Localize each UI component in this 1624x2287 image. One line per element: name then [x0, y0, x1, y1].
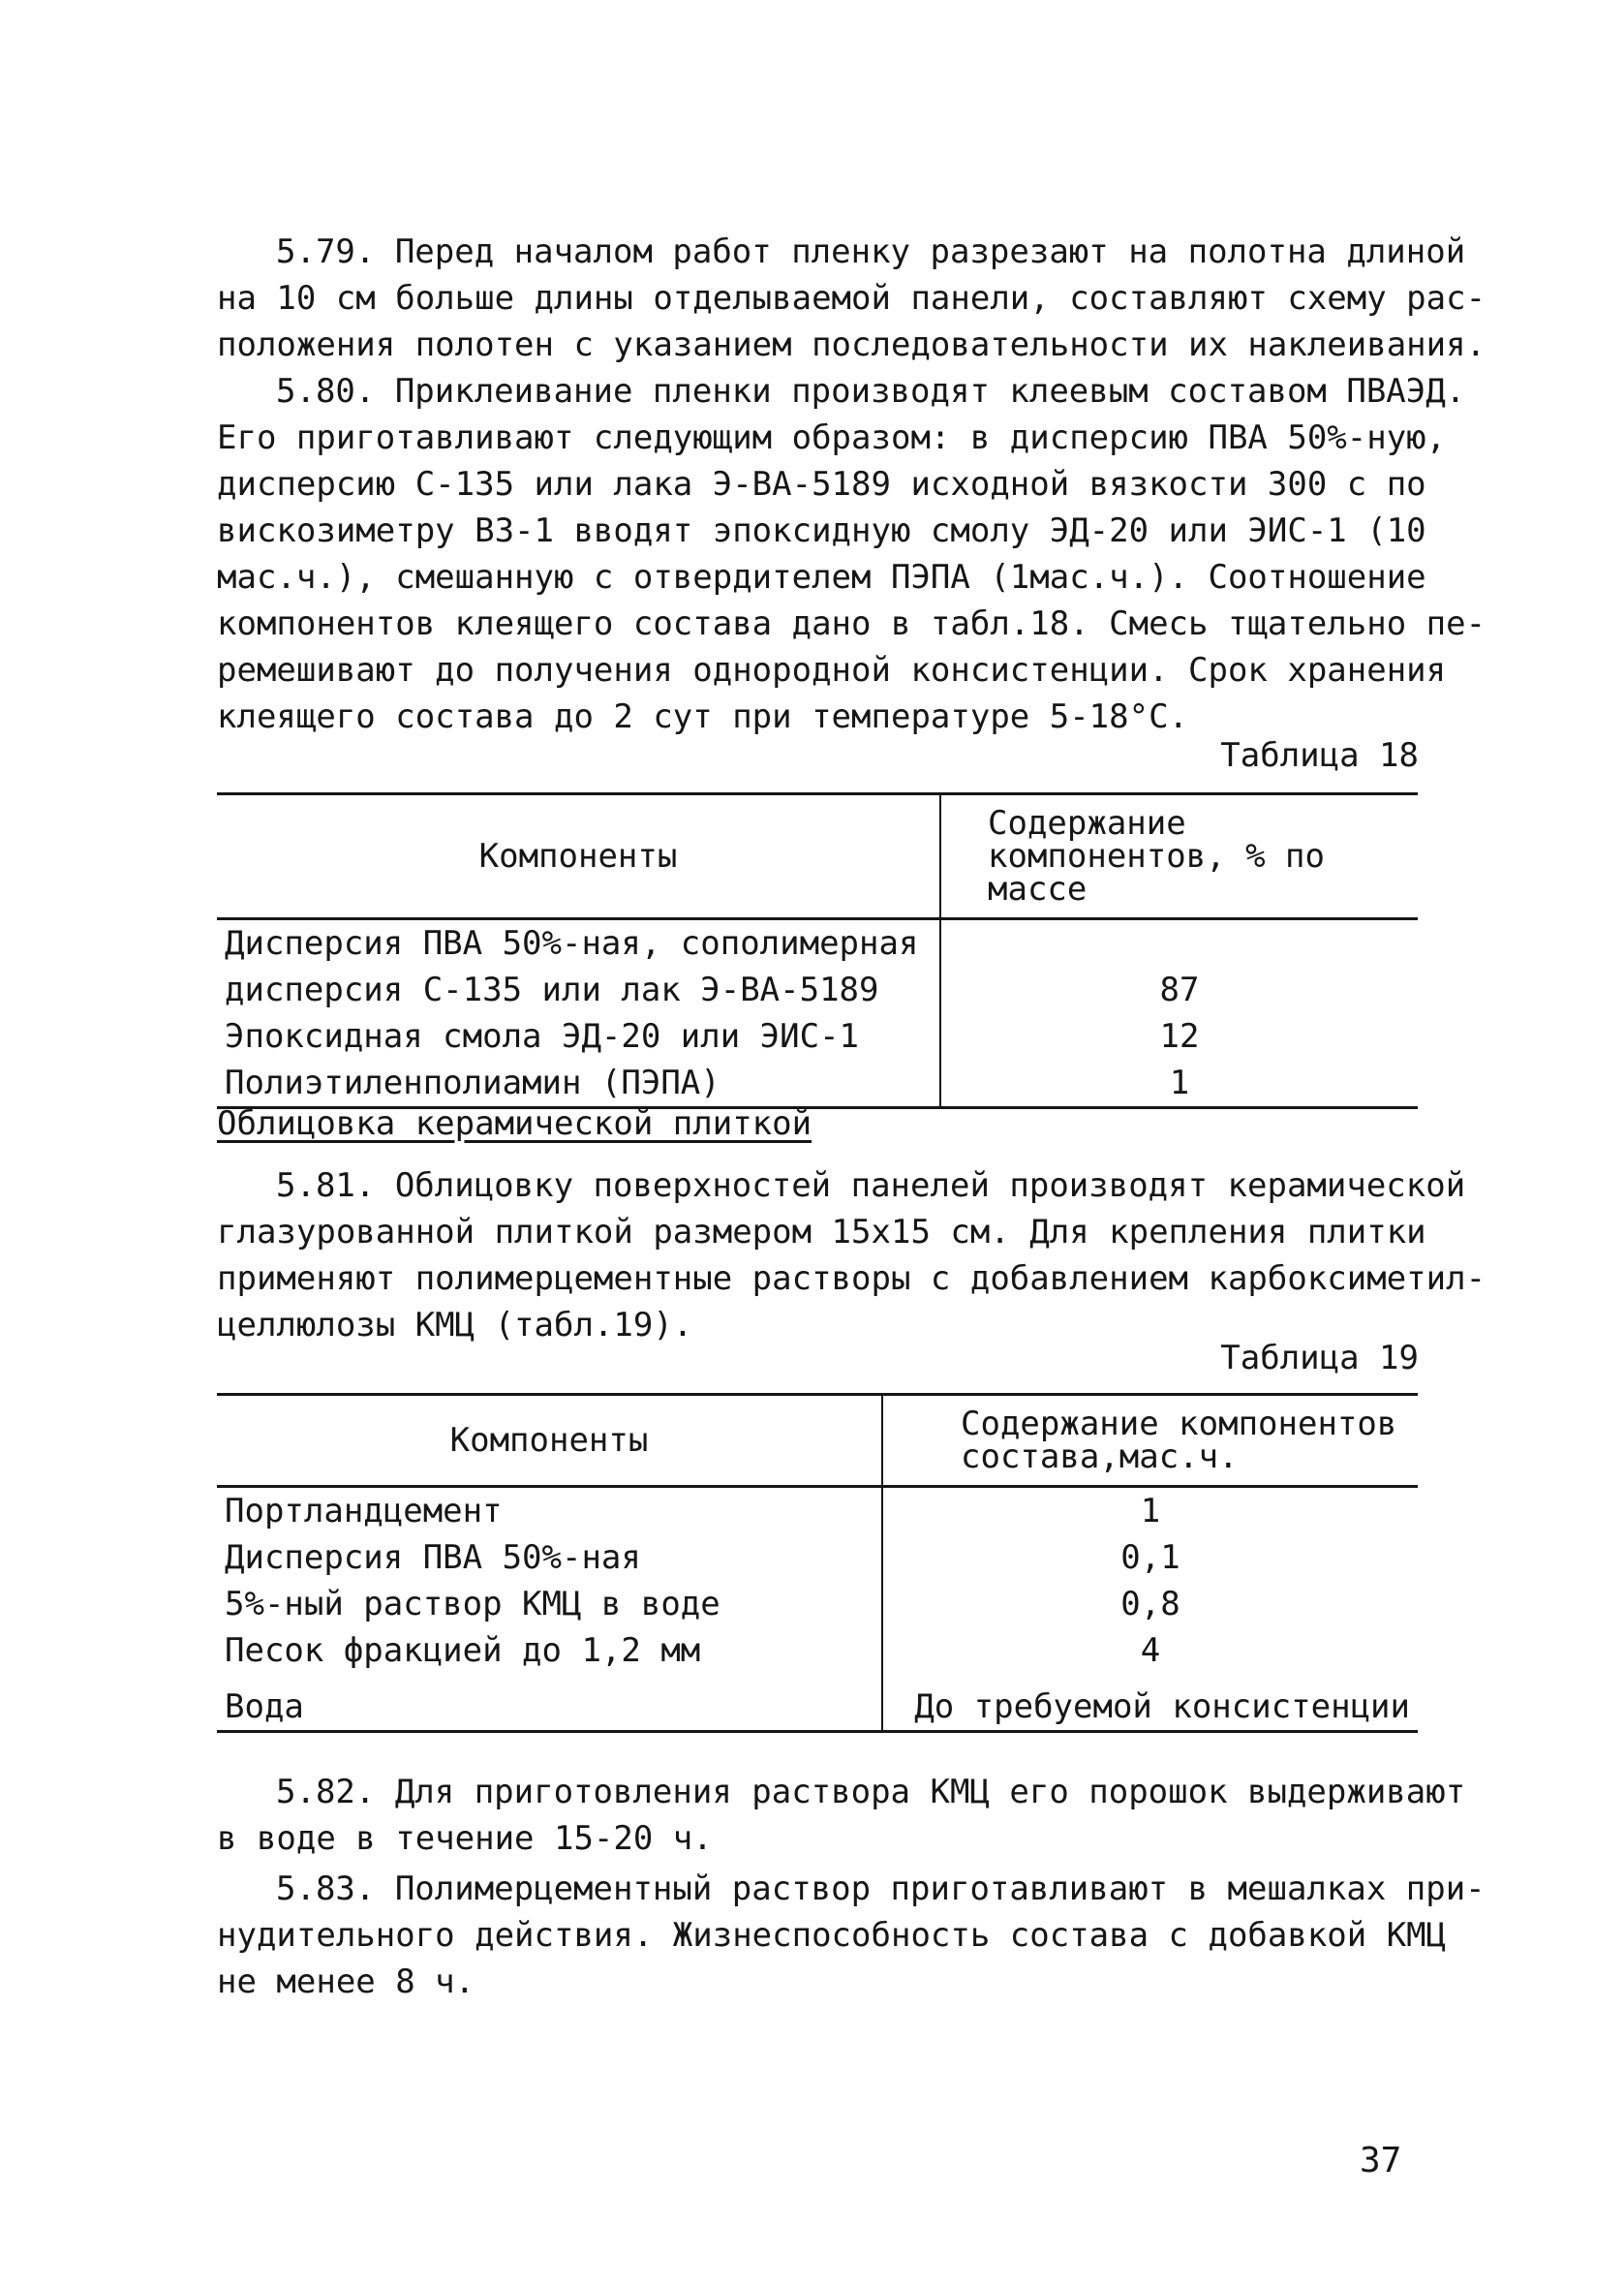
- paragraph-5-81: [217, 1162, 1486, 1348]
- table-cell: Полиэтиленполиамин (ПЭПА): [217, 1060, 940, 1108]
- table-cell: Портландцемент: [217, 1487, 882, 1535]
- table-cell: Вода: [217, 1674, 882, 1732]
- text-line: клеящего состава до 2 сут при температуре 5-18°С.: [217, 697, 1189, 736]
- table-row: [217, 919, 1418, 968]
- table-row: [217, 967, 1418, 1013]
- table-row: [217, 1627, 1418, 1674]
- text-line: в воде в течение 15-20 ч.: [217, 1819, 713, 1858]
- table-cell: 87: [1159, 971, 1200, 1009]
- text-line: 5.79. Перед началом работ пленку разрезают на полотна длиной: [276, 232, 1466, 271]
- table-cell: 12: [1159, 1017, 1200, 1056]
- paragraph-5-79: [217, 229, 1486, 368]
- text-line: не менее 8 ч.: [217, 1962, 475, 2001]
- text-line: Его приготавливают следующим образом: в дисперсию ПВА 50%-ную,: [217, 418, 1447, 457]
- table-18-caption: Таблица 18: [1220, 736, 1419, 775]
- text-line: дисперсию С-135 или лака Э-ВА-5189 исходной вязкости 300 с по: [217, 465, 1426, 504]
- table-cell: [940, 919, 1418, 968]
- text-line: компонентов клеящего состава дано в табл.18. Смесь тщательно пе-: [217, 604, 1486, 643]
- page-number: 37: [1360, 2141, 1402, 2180]
- table-row: [217, 1013, 1418, 1060]
- text-line: 5.80. Приклеивание пленки производят клеевым составом ПВАЭД.: [276, 372, 1466, 411]
- paragraph-group-bottom: [217, 1769, 1486, 2005]
- table-cell: До требуемой консистенции: [914, 1687, 1410, 1726]
- table-row: [217, 1487, 1418, 1535]
- table-cell: дисперсия С-135 или лак Э-ВА-5189: [217, 967, 940, 1013]
- table-cell: 1: [1140, 1492, 1161, 1530]
- table-cell: Песок фракцией до 1,2 мм: [217, 1627, 882, 1674]
- column-header-content: Содержание компонентов состава,мас.ч.: [961, 1405, 1397, 1476]
- column-header-content: Содержание компонентов, % по массе: [988, 804, 1325, 909]
- text-line: целлюлозы КМЦ (табл.19).: [217, 1306, 693, 1344]
- table-cell: 0,8: [1120, 1585, 1180, 1623]
- table-header-row: [217, 794, 1418, 919]
- table-19-caption: Таблица 19: [1220, 1339, 1419, 1377]
- table-cell: Эпоксидная смола ЭД-20 или ЭИС-1: [217, 1013, 940, 1060]
- text-line: глазурованной плиткой размером 15x15 см. Для крепления плитки: [217, 1213, 1426, 1252]
- table-cell: Дисперсия ПВА 50%-ная: [217, 1534, 882, 1581]
- paragraph-group-top: [217, 229, 1486, 740]
- paragraph-5-80: [217, 368, 1486, 740]
- column-header-components: Компоненты: [217, 1395, 882, 1487]
- text-line: 5.81. Облицовку поверхностей панелей производят керамической: [276, 1166, 1466, 1205]
- text-line: вискозиметру ВЗ-1 вводят эпоксидную смолу ЭД-20 или ЭИС-1 (10: [217, 511, 1426, 550]
- section-heading: Облицовка керамической плиткой: [217, 1104, 812, 1143]
- table-cell: 5%-ный раствор КМЦ в воде: [217, 1581, 882, 1627]
- table-row: [217, 1060, 1418, 1108]
- table-18: [217, 792, 1418, 1109]
- text-line: нудительного действия. Жизнеспособность состава с добавкой КМЦ: [217, 1916, 1447, 1955]
- table-row: [217, 1581, 1418, 1627]
- table-header-row: [217, 1395, 1418, 1487]
- text-line: на 10 см больше длины отделываемой панели, составляют схему рас-: [217, 279, 1486, 318]
- text-line: 5.82. Для приготовления раствора КМЦ его порошок выдерживают: [276, 1773, 1466, 1811]
- table-cell: Дисперсия ПВА 50%-ная, сополимерная: [217, 919, 940, 968]
- paragraph-group-middle: [217, 1162, 1486, 1348]
- table-row: [217, 1534, 1418, 1581]
- table-19: [217, 1393, 1418, 1733]
- table-cell: 1: [1169, 1064, 1190, 1102]
- text-line: мас.ч.), смешанную с отвердителем ПЭПА (1мас.ч.). Соотношение: [217, 558, 1426, 597]
- paragraph-5-82: [217, 1769, 1466, 1862]
- text-line: положения полотен с указанием последовательности их наклеивания.: [217, 325, 1486, 364]
- paragraph-5-83: [217, 1866, 1486, 2005]
- column-header-components: Компоненты: [217, 794, 940, 919]
- table-row: [217, 1674, 1418, 1732]
- text-line: 5.83. Полимерцементный раствор приготавливают в мешалках при-: [276, 1870, 1486, 1908]
- table-cell: 0,1: [1120, 1538, 1180, 1577]
- text-line: ремешивают до получения однородной консистенции. Срок хранения: [217, 651, 1447, 690]
- table-cell: 4: [1140, 1631, 1161, 1670]
- text-line: применяют полимерцементные растворы с добавлением карбоксиметил-: [217, 1259, 1486, 1298]
